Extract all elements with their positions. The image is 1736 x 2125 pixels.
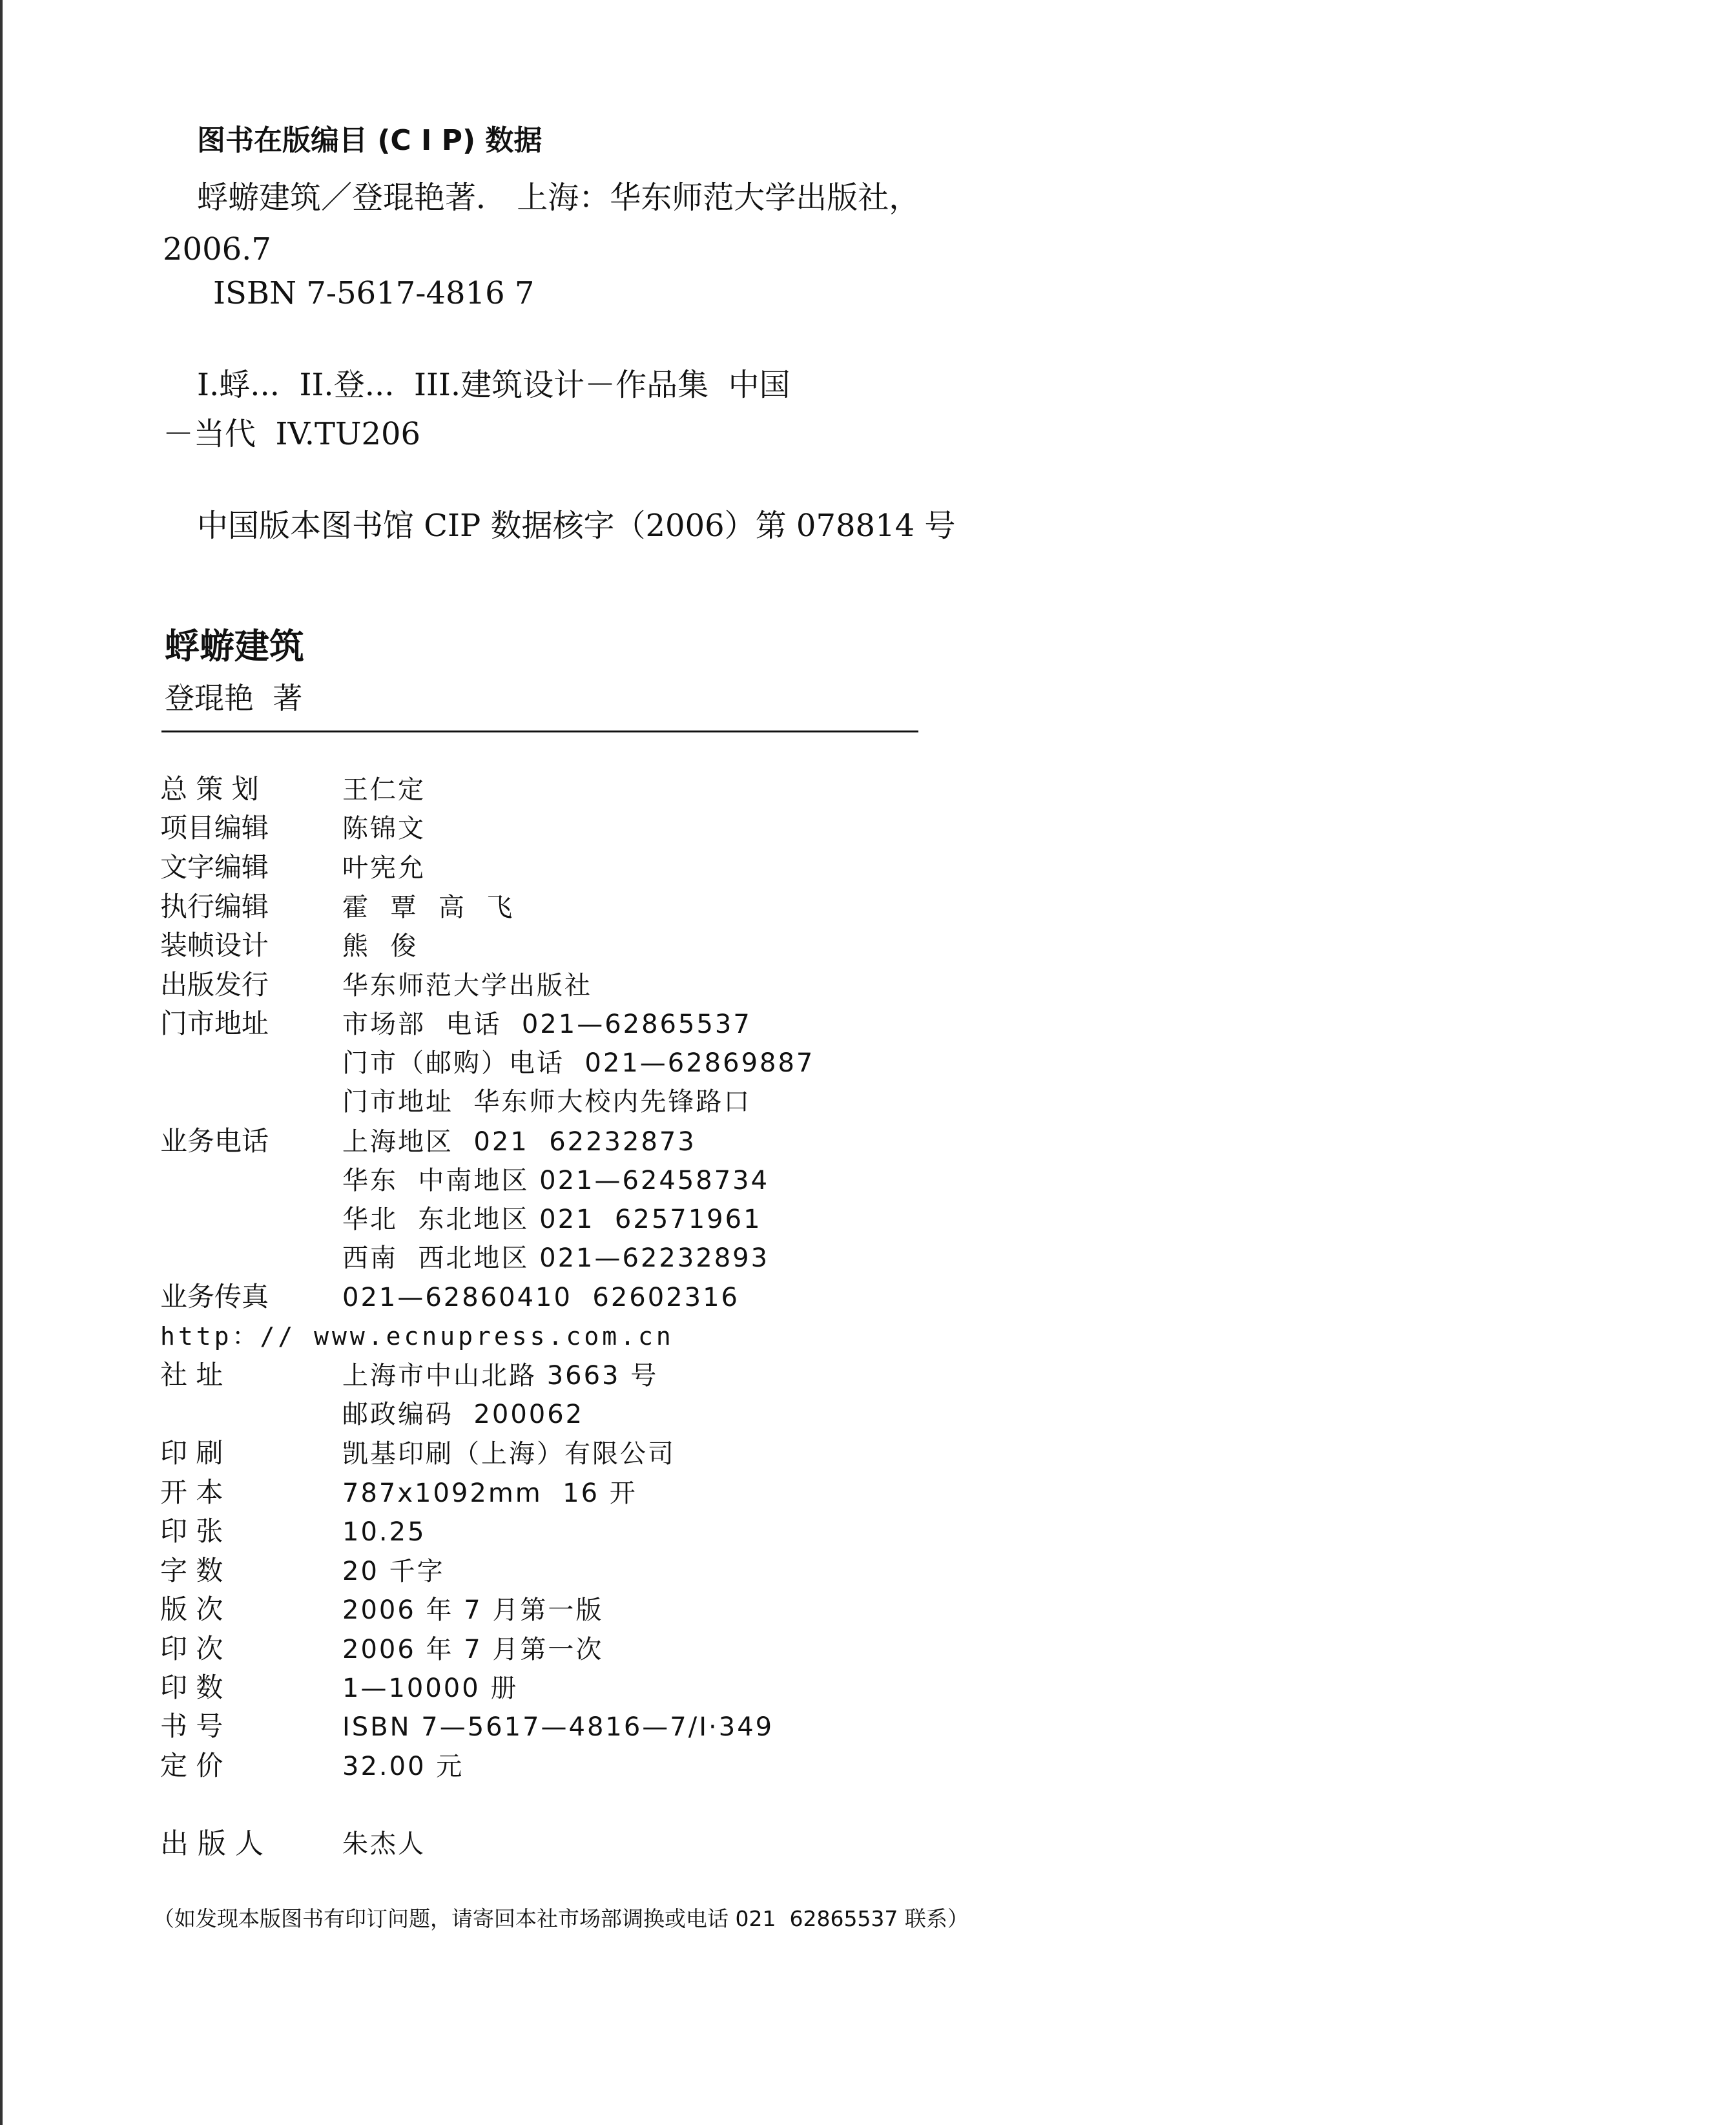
detail-label: 业务传真	[160, 1281, 269, 1312]
publisher-name: 朱杰人	[342, 1829, 426, 1859]
print-detail-value: 32.00 元	[342, 1752, 464, 1781]
print-detail-label: 印 数	[160, 1672, 223, 1703]
print-detail-value: 10.25	[342, 1517, 426, 1547]
detail-label: 总 策 划	[160, 773, 259, 805]
print-detail-value: 上海市中山北路 3663 号	[342, 1361, 659, 1391]
cip-record-number: 中国版本图书馆 CIP 数据核字（2006）第 078814 号	[197, 508, 956, 544]
detail-value: 021—62860410 62602316	[342, 1283, 739, 1312]
print-detail-label: 书 号	[160, 1710, 223, 1742]
cip-line-2: 2006.7	[163, 231, 271, 267]
print-detail-label: 社 址	[160, 1359, 223, 1391]
detail-label: 出版发行	[160, 969, 269, 1000]
print-detail-value: ISBN 7—5617—4816—7/I·349	[342, 1712, 774, 1742]
print-detail-label: 开 本	[160, 1477, 223, 1508]
website-url: http：// www.ecnupress.com.cn	[160, 1322, 674, 1351]
detail-value: 熊 俊	[342, 931, 418, 961]
cip-classification-1: I.蜉... II.登... III.建筑设计－作品集 中国	[197, 367, 790, 403]
detail-label: 文字编辑	[160, 851, 269, 883]
print-detail-value: 787x1092mm 16 开	[342, 1478, 637, 1508]
print-detail-value: 1—10000 册	[342, 1674, 519, 1703]
print-detail-label: 印 张	[160, 1515, 223, 1547]
book-author: 登琨艳 著	[165, 681, 303, 716]
detail-value: 西南 西北地区 021—62232893	[342, 1243, 770, 1273]
cip-classification-2: －当代 IV.TU206	[163, 416, 421, 452]
title-divider	[161, 731, 918, 732]
detail-label: 装帧设计	[160, 929, 269, 961]
detail-label: 项目编辑	[160, 812, 269, 844]
detail-value: 门市地址 华东师大校内先锋路口	[342, 1087, 752, 1117]
detail-label: 业务电话	[160, 1125, 269, 1157]
detail-value: 华东师范大学出版社	[342, 971, 592, 1000]
detail-value: 华北 东北地区 021 62571961	[342, 1205, 762, 1234]
detail-value: 市场部 电话 021—62865537	[342, 1010, 752, 1039]
print-detail-label: 印 次	[160, 1633, 223, 1664]
detail-value: 叶宪允	[342, 853, 426, 883]
misprint-notice: （如发现本版图书有印订问题，请寄回本社市场部调换或电话 021 62865537 联系）	[153, 1906, 969, 1931]
detail-label: 门市地址	[160, 1008, 269, 1039]
cip-line-1: 蜉蝣建筑／登琨艳著． 上海：华东师范大学出版社，	[197, 180, 920, 216]
print-detail-label: 定 价	[160, 1750, 223, 1781]
print-detail-label: 字 数	[160, 1555, 223, 1586]
detail-value: 霍 覃 高 飞	[342, 893, 515, 922]
print-detail-value: 邮政编码 200062	[342, 1400, 584, 1429]
print-detail-label: 印 刷	[160, 1437, 223, 1469]
page-edge	[0, 0, 3, 2125]
publisher-label: 出 版 人	[160, 1827, 264, 1860]
book-title: 蜉蝣建筑	[165, 625, 304, 667]
print-detail-value: 2006 年 7 月第一次	[342, 1635, 604, 1664]
cip-isbn: ISBN 7-5617-4816 7	[213, 275, 535, 311]
detail-value: 门市（邮购）电话 021—62869887	[342, 1048, 815, 1078]
print-detail-value: 2006 年 7 月第一版	[342, 1595, 604, 1625]
print-detail-value: 20 千字	[342, 1557, 445, 1586]
detail-label: 执行编辑	[160, 891, 269, 922]
detail-value: 上海地区 021 62232873	[342, 1127, 696, 1157]
detail-value: 王仁定	[342, 775, 426, 805]
detail-value: 陈锦文	[342, 814, 426, 844]
detail-value: 华东 中南地区 021—62458734	[342, 1166, 770, 1196]
print-detail-label: 版 次	[160, 1593, 223, 1625]
print-detail-value: 凯基印刷（上海）有限公司	[342, 1439, 676, 1469]
cip-heading: 图书在版编目 (C I P) 数据	[197, 124, 542, 157]
